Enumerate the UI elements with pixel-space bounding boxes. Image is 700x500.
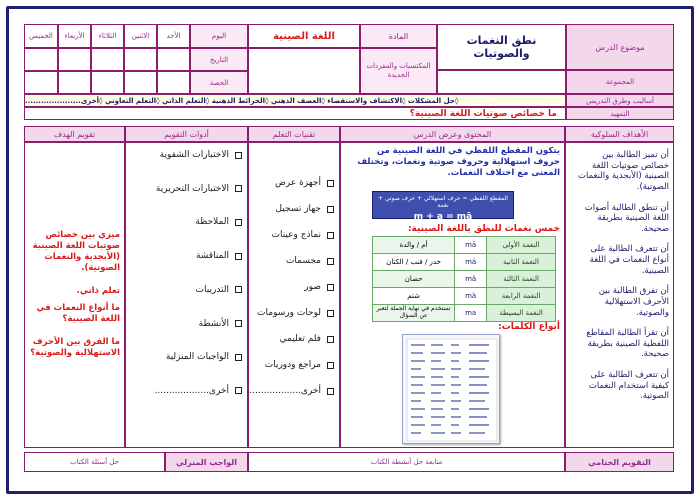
date-cell <box>157 48 190 71</box>
checkbox[interactable] <box>327 180 334 187</box>
col-eval: تقويم الهدف <box>24 126 125 142</box>
tones-table <box>372 236 556 322</box>
tool-item-label: الاختبارات التحريرية <box>155 183 229 194</box>
eval-question: ما أنواع النغمات في اللغة الصينية؟ <box>36 303 120 325</box>
tool-item-label: التدريبات <box>195 284 229 295</box>
list-item <box>134 319 242 329</box>
table-row <box>373 288 556 305</box>
period-cell <box>24 71 58 94</box>
col-tools: أدوات التقويم <box>125 126 248 142</box>
pinyin-chart-image <box>402 334 500 444</box>
tool-item-label: الاختبارات الشفوية <box>159 150 229 160</box>
eval-question: ميزي بين خصائص صوتيات اللغة الصينية (الأبجدية والنغمات الصوتية). <box>32 230 120 274</box>
eval-self: تعلم ذاتي. <box>76 286 120 297</box>
tech-item-label: جهاز تسجيل <box>275 204 321 214</box>
list-item <box>256 360 334 370</box>
list-item <box>134 285 242 295</box>
formula-box <box>372 191 514 222</box>
col-objectives: الأهداف السلوكية <box>565 126 674 142</box>
tone-name: النغمة الأولى <box>487 237 556 254</box>
col-tech: تقنيات التعلم <box>248 126 340 142</box>
vocab-value <box>248 48 360 94</box>
objective-item: أن تتعرف الطالبة على أنواع النغمات في اللغة الصينية. <box>589 244 669 276</box>
tech-item-label: فلم تعليمي <box>279 334 321 344</box>
final-eval-value: متابعة حل أنشطة الكتاب <box>248 452 565 472</box>
checkbox[interactable] <box>327 232 334 239</box>
tone-meaning: خدر / قنب / الكتان <box>373 254 455 271</box>
tone-meaning: أم / والدة <box>373 237 455 254</box>
subject-label: المادة <box>360 24 437 48</box>
checkbox[interactable] <box>235 152 242 159</box>
list-item <box>134 217 242 227</box>
objectives-list <box>572 150 669 412</box>
homework-value: حل أسئلة الكتاب <box>24 452 165 472</box>
date-cell <box>91 48 124 71</box>
tones-heading: خمس نغمات للنطق باللغة الصينية: <box>407 224 560 234</box>
period-cell <box>124 71 157 94</box>
strategies-label: أساليب وطرق التدريس <box>566 94 674 107</box>
checkbox[interactable] <box>235 387 242 394</box>
tech-item-label: مراجع ودوريات <box>264 360 321 370</box>
eval-list <box>30 230 120 359</box>
date-label: التاريخ <box>190 48 248 71</box>
tone-meaning: تستخدم في نهاية الجملة لتعبر عن السؤال <box>373 305 455 322</box>
checkbox[interactable] <box>327 310 334 317</box>
tool-item-label: الأنشطة <box>198 318 229 329</box>
tech-item-label: لوحات ورسومات <box>257 308 321 318</box>
checkbox[interactable] <box>235 354 242 361</box>
day-wednesday: الأربعاء <box>58 24 91 48</box>
day-label: اليوم <box>190 24 248 48</box>
day-sunday: الأحد <box>157 24 190 48</box>
topic-value: نطق النغمات والصوتيات <box>437 24 566 70</box>
period-label: الحصة <box>190 71 248 94</box>
tech-item-label: نماذج وعينات <box>271 230 321 240</box>
vocab-label: المكتسبات والمفردات الجديدة <box>360 48 437 94</box>
subject-value: اللغة الصينية <box>248 24 360 48</box>
eval-question: ما الفرق بين الأحرف الاستهلالية والصوتية؟ <box>30 337 120 359</box>
date-cell <box>124 48 157 71</box>
day-tuesday: الثلاثاء <box>91 24 124 48</box>
tone-example: má <box>455 254 487 271</box>
table-row <box>373 237 556 254</box>
tools-list <box>134 150 242 396</box>
list-item <box>256 178 334 188</box>
tech-item-label: مجسمات <box>285 256 321 266</box>
day-thursday: الخميس <box>24 24 58 48</box>
checkbox[interactable] <box>235 185 242 192</box>
tone-name: النغمة الثالثة <box>487 271 556 288</box>
period-cell <box>91 71 124 94</box>
list-item <box>134 352 242 362</box>
list-item <box>134 184 242 194</box>
checkbox[interactable] <box>327 258 334 265</box>
period-cell <box>157 71 190 94</box>
period-cell <box>58 71 91 94</box>
tone-meaning: شتم <box>373 288 455 305</box>
formula-line: المقطع اللفظي = حرف استهلالي + حرف صوتي + نغمة <box>378 195 508 209</box>
day-monday: الاثنين <box>124 24 157 48</box>
date-cell <box>58 48 91 71</box>
final-eval-label: التقويم الختامي <box>565 452 674 472</box>
intro-value: ما خصائص صوتيات اللغة الصينية؟ <box>24 107 566 120</box>
tone-name: النغمة الثانية <box>487 254 556 271</box>
letters-heading: أنواع الكلمات: <box>498 322 560 332</box>
checkbox[interactable] <box>327 336 334 343</box>
table-row <box>373 305 556 322</box>
group-label: المجموعة <box>566 70 674 94</box>
tone-example: ma <box>455 305 487 322</box>
list-item <box>134 386 242 396</box>
tool-item-label: المناقشة <box>195 251 229 262</box>
checkbox[interactable] <box>235 253 242 260</box>
tool-item-label: الواجبات المنزلية <box>165 352 229 363</box>
objective-item: أن تتعرف الطالبة على كيفية استخدام النغمات الصوتية. <box>588 370 669 402</box>
homework-label: الواجب المنزلي <box>165 452 248 472</box>
objective-item: أن تميز الطالبة بين خصائص صوتيات اللغة الصينية (الأبجدية والنغمات الصوتية). <box>578 150 669 192</box>
tool-item-label: الملاحظة <box>195 217 229 228</box>
table-row <box>373 254 556 271</box>
content-intro: يتكون المقطع اللفظي في اللغة الصينية من حروف استهلالية وحروف صوتية ونغمات، وتختلف المعنى مع اختلاف النغمات. <box>357 146 560 179</box>
list-item <box>134 251 242 261</box>
checkbox[interactable] <box>327 284 334 291</box>
list-item <box>134 150 242 160</box>
checkbox[interactable] <box>327 388 334 395</box>
checkbox[interactable] <box>235 320 242 327</box>
col-content: المحتوى وعرض الدرس <box>340 126 565 142</box>
list-item <box>256 308 334 318</box>
objective-item: أن تنطق الطالبة أصوات اللغة الصينية بطريقة صحيحة. <box>584 202 669 234</box>
checkbox[interactable] <box>327 362 334 369</box>
list-item <box>256 334 334 344</box>
tone-example: mà <box>455 288 487 305</box>
objective-item: أن تفرق الطالبة بين الأحرف الاستهلالية والصوتية. <box>598 286 669 318</box>
group-value <box>437 70 566 94</box>
list-item <box>256 204 334 214</box>
list-item <box>256 282 334 292</box>
tone-meaning: حصان <box>373 271 455 288</box>
tech-list <box>246 178 334 396</box>
intro-label: التمهيد <box>566 107 674 120</box>
tone-name: النغمة البسيطة <box>487 305 556 322</box>
checkbox[interactable] <box>235 286 242 293</box>
checkbox[interactable] <box>235 219 242 226</box>
tool-item-label: أخرى................... <box>154 385 229 396</box>
list-item <box>256 256 334 266</box>
topic-label: موضوع الدرس <box>566 24 674 70</box>
objective-item: أن تقرأ الطالبة المقاطع اللفظية الصينية بطريقة صحيحة. <box>586 328 669 360</box>
tone-example: mā <box>455 237 487 254</box>
formula: m + a = mā <box>413 212 473 222</box>
pinyin-chart-graphic <box>403 335 501 445</box>
tech-item-label: صور <box>304 282 321 292</box>
tone-name: النغمة الرابعة <box>487 288 556 305</box>
list-item <box>246 386 334 396</box>
tone-example: mǎ <box>455 271 487 288</box>
table-row <box>373 271 556 288</box>
strategies-value: ◊حل المشكلات ◊الاكتشاف والاستقصاء ◊العصف الذهني ◊الخرائط الذهنية ◊التعلم الذاتي ◊التعلم التعاوني ◊أخرى..................... <box>24 94 566 107</box>
tech-item-label: أخرى................... <box>246 386 321 396</box>
date-cell <box>24 48 58 71</box>
checkbox[interactable] <box>327 206 334 213</box>
list-item <box>256 230 334 240</box>
tech-item-label: أجهزة عرض <box>275 178 321 188</box>
